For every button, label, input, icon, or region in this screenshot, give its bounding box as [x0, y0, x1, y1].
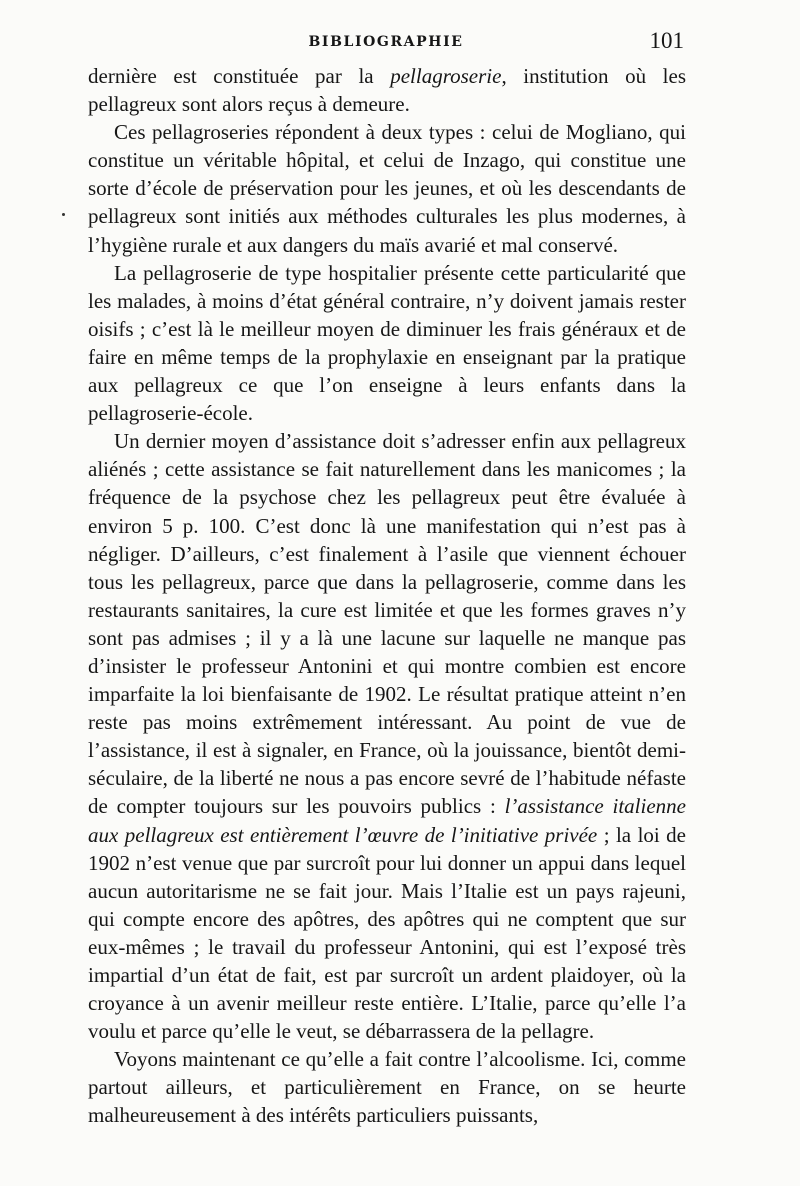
- text-run: Voyons maintenant ce qu’elle a fait contre l’alcoolisme. Ici, comme partout ailleurs, et particulièrement en France, on se heurte malheureusement à des intérêts particuliers puissants,: [88, 1047, 686, 1128]
- body-text: [88, 62, 686, 1130]
- paragraph: [88, 62, 686, 118]
- text-run: , institution où les pellagreux sont alors reçus à demeure.: [88, 64, 686, 117]
- paragraph: [88, 118, 686, 258]
- text-run: Ces pellagroseries répondent à deux types : celui de Mogliano, qui constitue un véritable hôpital, et celui de Inzago, qui constitue une sorte d’école de préservation pour les jeunes, et où les descendants de pellagreux sont initiés aux méthodes culturales les plus modernes, à l’hygiène rurale et aux dangers du maïs avarié et mal conservé.: [88, 120, 686, 257]
- running-title: BIBLIOGRAPHIE: [308, 34, 464, 50]
- paragraph: [88, 1045, 686, 1129]
- running-head: [88, 28, 684, 58]
- text-run: ; la loi de 1902 n’est venue que par surcroît pour lui donner un appui dans lequel aucun autoritarisme ne se fait jour. Mais l’Italie est un pays rajeuni, qui compte encore des apôtres, des apôtres qui ne comptent que sur eux-mêmes ; le travail du professeur Antonini, qui est l’exposé très impartial d’un état de fait, est par surcroît un ardent plaidoyer, où la croyance à un avenir meilleur reste entière. L’Italie, parce qu’elle l’a voulu et parce qu’elle le veut, se débarrassera de la pellagre.: [88, 822, 686, 1044]
- paragraph: [88, 259, 686, 428]
- text-run: Un dernier moyen d’assistance doit s’adresser enfin aux pellagreux aliénés ; cette assistance se fait naturellement dans les manicomes ; la fréquence de la psychose chez les pellagreux peut être évaluée à environ 5 p. 100. C’est donc là une manifestation qui n’est pas à négliger. D’ailleurs, c’est finalement à l’asile que viennent échouer tous les pellagreux, parce que dans la pellagroserie, comme dans les restaurants sanitaires, la cure est limitée et que les formes graves n’y sont pas admises ; il y a là une lacune sur laquelle ne manque pas d’insister le professeur Antonini et qui montre combien est encore imparfaite la loi bienfaisante de 1902. Le résultat pratique atteint n’en reste pas moins extrêmement intéressant. Au point de vue de l’assistance, il est à signaler, en France, où la jouissance, bientôt demi-séculaire, de la liberté ne nous a pas encore sevré de l’habitude néfaste de compter toujours sur les pouvoirs publics :: [88, 429, 686, 819]
- text-run: dernière est constituée par la: [88, 64, 391, 88]
- text-run: La pellagroserie de type hospitalier présente cette particularité que les malades, à moins d’état général contraire, n’y doivent jamais rester oisifs ; c’est là le meilleur moyen de diminuer les frais généraux et de faire en même temps de la prophylaxie en enseignant par la pratique aux pellagreux ce que l’on enseigne à leurs enfants dans la pellagroserie-école.: [88, 260, 686, 426]
- ink-speck: [62, 213, 65, 216]
- italic-text-run: pellagroserie: [390, 64, 502, 88]
- italic-text-run: l’assistance italienne aux pellagreux est entièrement l’œuvre de l’initiative privée: [88, 794, 686, 847]
- page-number: 101: [649, 28, 684, 53]
- paragraph: [88, 427, 686, 1045]
